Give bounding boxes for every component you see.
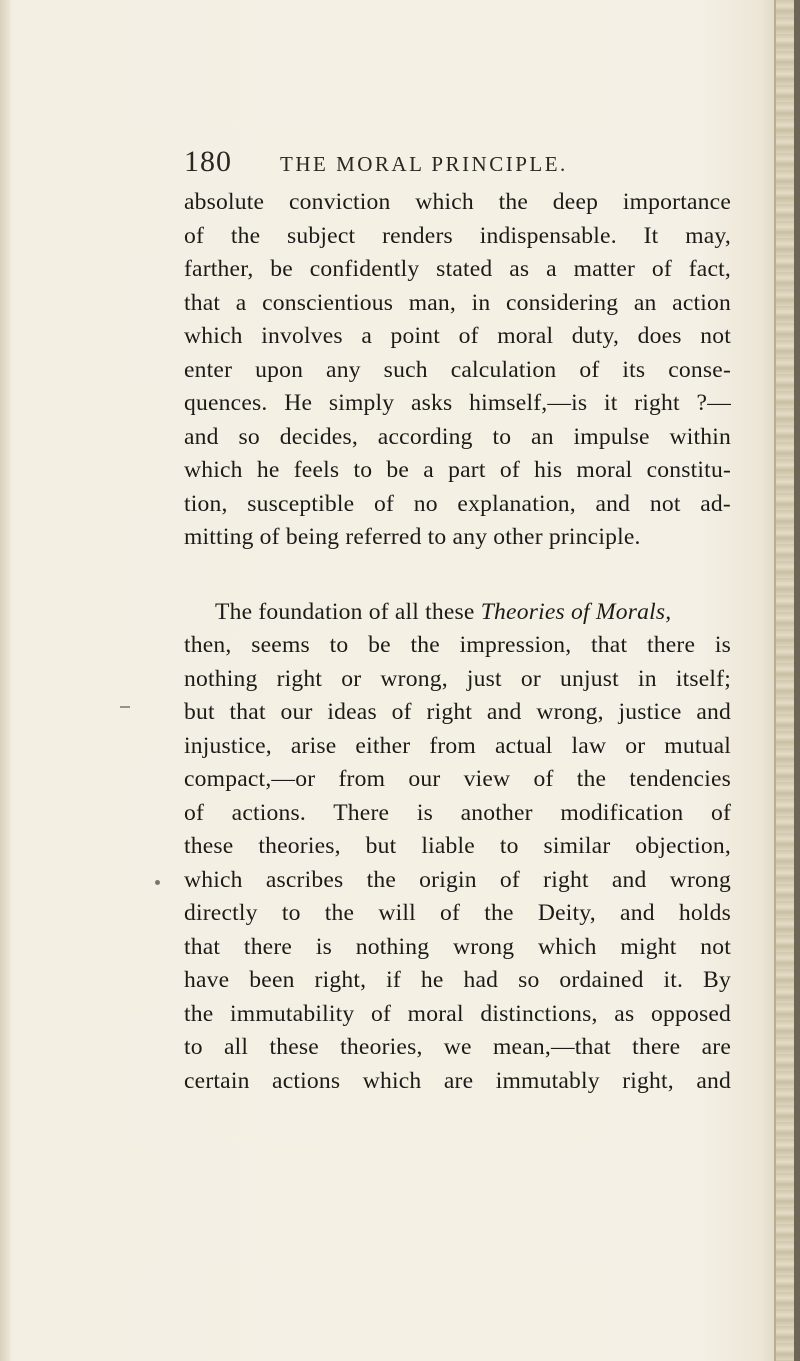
- text-line: and so decides, according to an impulse within: [184, 423, 731, 450]
- text-line: of actions. There is another modification of: [184, 799, 731, 826]
- text-line: quences. He simply asks himself,—is it right ?—: [184, 390, 731, 416]
- margin-mark: [120, 706, 130, 708]
- page-number: 180: [184, 145, 232, 178]
- text-line: compact,—or from our view of the tendencies: [184, 766, 731, 792]
- paragraph-1: [184, 186, 731, 555]
- text-line: which he feels to be a part of his moral constitu-: [184, 457, 731, 483]
- text-line: nothing right or wrong, just or unjust in itself;: [184, 665, 731, 692]
- margin-dot: [155, 880, 160, 885]
- text-line: which involves a point of moral duty, does not: [184, 323, 731, 349]
- text-line: these theories, but liable to similar objection,: [184, 833, 731, 859]
- body-text: [184, 186, 731, 1098]
- text-line: tion, susceptible of no explanation, and not ad-: [184, 490, 731, 517]
- page-gutter: [0, 0, 10, 1361]
- text-line: that a conscientious man, in considering an action: [184, 289, 731, 316]
- running-title: THE MORAL PRINCIPLE.: [280, 152, 568, 176]
- book-title-italic: Theories of Morals,: [480, 598, 672, 625]
- text-line: directly to the will of the Deity, and holds: [184, 900, 731, 926]
- text-line: farther, be confidently stated as a matter of fact,: [184, 256, 731, 282]
- text-line: mitting of being referred to any other principle.: [184, 524, 641, 550]
- text-line: which ascribes the origin of right and wrong: [184, 866, 731, 893]
- text-line: that there is nothing wrong which might not: [184, 933, 731, 960]
- text-line: the immutability of moral distinctions, as opposed: [184, 1000, 731, 1027]
- text-run: The foundation of all these: [215, 598, 481, 625]
- text-line: then, seems to be the impression, that there is: [184, 632, 731, 658]
- paragraph-gap: [184, 555, 731, 596]
- page-header: [184, 145, 744, 181]
- text-line: [184, 596, 731, 630]
- text-line: to all these theories, we mean,—that there are: [184, 1034, 731, 1060]
- text-line: certain actions which are immutably right, and: [184, 1067, 731, 1094]
- text-line: enter upon any such calculation of its conse-: [184, 356, 731, 383]
- paragraph-2: [184, 596, 731, 1099]
- text-line: have been right, if he had so ordained it. By: [184, 967, 731, 993]
- text-line: injustice, arise either from actual law or mutual: [184, 732, 731, 759]
- page-edge-shadow: [794, 0, 800, 1361]
- text-line: absolute conviction which the deep importance: [184, 189, 731, 215]
- text-line: but that our ideas of right and wrong, justice and: [184, 699, 731, 725]
- text-line: of the subject renders indispensable. It may,: [184, 222, 731, 249]
